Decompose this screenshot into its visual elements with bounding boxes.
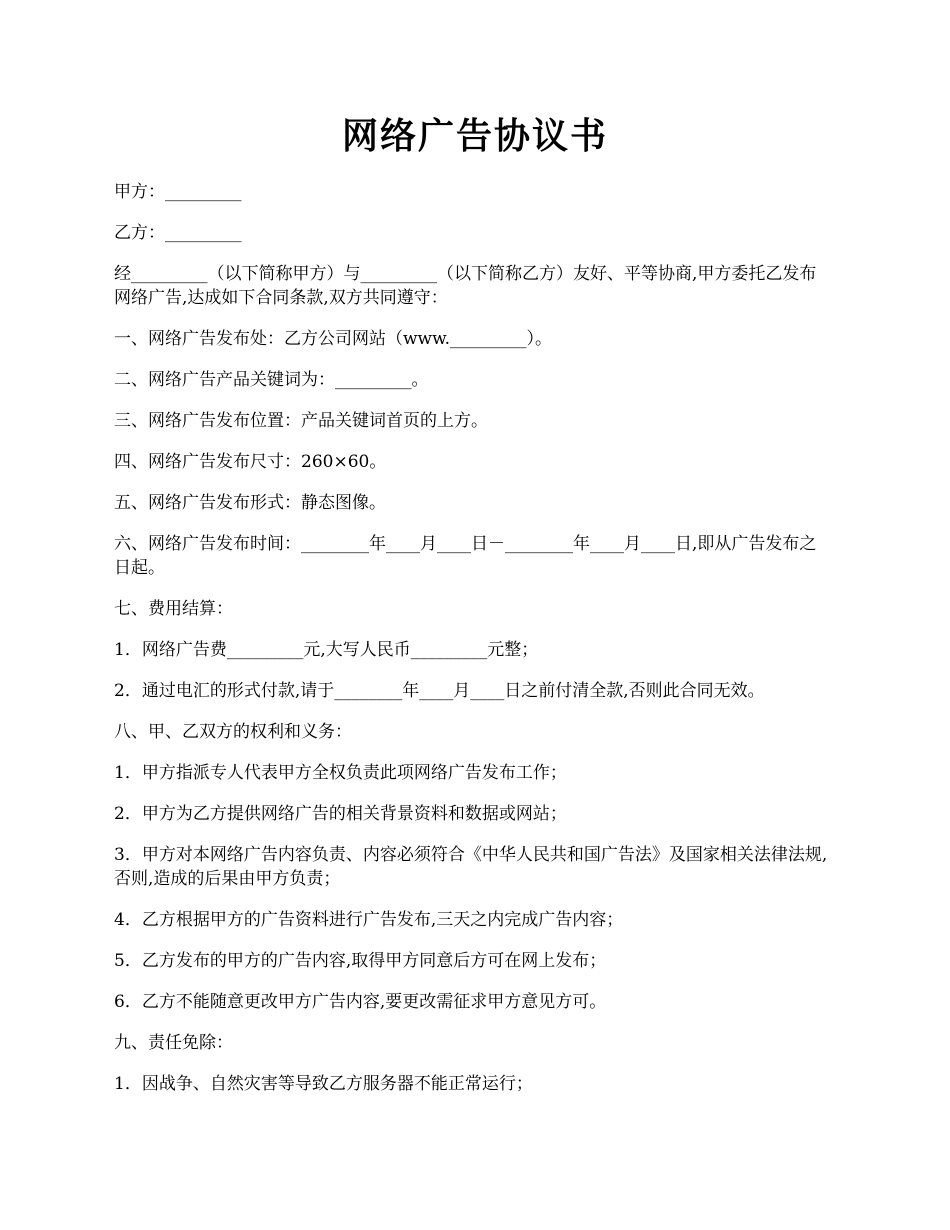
clause-7-item-2: 2．通过电汇的形式付款,请于________年____月____日之前付清全款,否则此合同无效。 bbox=[114, 681, 765, 701]
document-body bbox=[114, 180, 832, 1113]
clause-2: 二、网络广告产品关键词为：_________。 bbox=[114, 370, 429, 390]
clause-9-item-1: 1．因战争、自然灾害等导致乙方服务器不能正常运行； bbox=[114, 1074, 533, 1094]
clause-8-item-1: 1．甲方指派专人代表甲方全权负责此项网络广告发布工作； bbox=[114, 763, 567, 783]
clause-9-heading: 九、责任免除： bbox=[114, 1033, 233, 1053]
clause-7-heading: 七、费用结算： bbox=[114, 599, 233, 619]
clause-6: 六、网络广告发布时间：________年____月____日－________年____月____日,即从广告发布之日起。 bbox=[114, 534, 817, 578]
clause-8-heading: 八、甲、乙双方的权利和义务： bbox=[114, 722, 352, 742]
clause-5: 五、网络广告发布形式：静态图像。 bbox=[114, 493, 386, 513]
clause-8-item-2: 2．甲方为乙方提供网络广告的相关背景资料和数据或网站； bbox=[114, 804, 567, 824]
clause-8-item-6: 6．乙方不能随意更改甲方广告内容,要更改需征求甲方意见方可。 bbox=[114, 992, 607, 1012]
clause-4: 四、网络广告发布尺寸：260×60。 bbox=[114, 452, 387, 472]
document-title: 网络广告协议书 bbox=[341, 115, 608, 157]
clause-8-item-3: 3．甲方对本网络广告内容负责、内容必须符合《中华人民共和国广告法》及国家相关法律法规,否则,造成的后果由甲方负责； bbox=[114, 845, 828, 889]
party-a-line: 甲方：_________ bbox=[114, 182, 242, 202]
party-b-line: 乙方：_________ bbox=[114, 223, 242, 243]
clause-8-item-4: 4．乙方根据甲方的广告资料进行广告发布,三天之内完成广告内容； bbox=[114, 910, 624, 930]
preamble-paragraph: 经_________（以下简称甲方）与_________（以下简称乙方）友好、平等协商,甲方委托乙发布网络广告,达成如下合同条款,双方共同遵守： bbox=[114, 264, 817, 308]
clause-8-item-5: 5．乙方发布的甲方的广告内容,取得甲方同意后方可在网上发布； bbox=[114, 951, 607, 971]
clause-7-item-1: 1．网络广告费_________元,大写人民币_________元整； bbox=[114, 640, 539, 660]
clause-1: 一、网络广告发布处：乙方公司网站（www._________）。 bbox=[114, 329, 553, 349]
clause-3: 三、网络广告发布位置：产品关键词首页的上方。 bbox=[114, 411, 488, 431]
